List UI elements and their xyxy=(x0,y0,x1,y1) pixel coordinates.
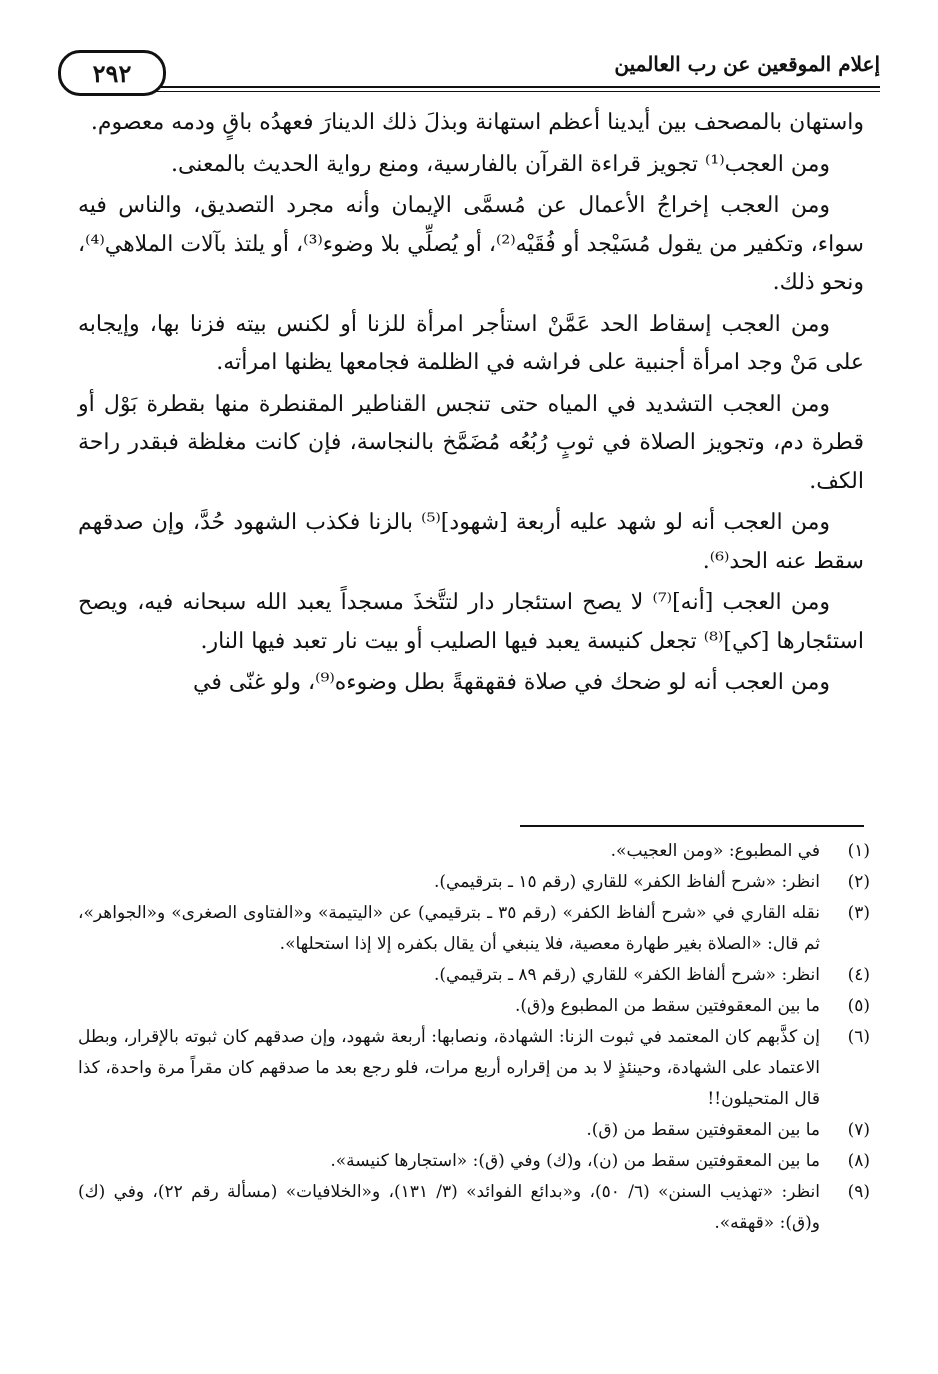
footnote xyxy=(78,1146,870,1177)
footnote-number: (٩) xyxy=(847,1182,870,1202)
footnotes xyxy=(78,836,870,1239)
footnote xyxy=(78,836,870,867)
paragraph: ومن العجب [أنه]⁽⁷⁾ لا يصح استئجار دار لتتَّخذَ مسجداً يعبد الله سبحانه فيه، ويصح استئجارها [كي]⁽⁸⁾ تجعل كنيسة يعبد فيها الصليب أو بيت نار تعبد فيها النار. xyxy=(78,590,864,654)
footnote-text: في المطبوع: «ومن العجيب». xyxy=(610,841,820,861)
running-title: إعلام الموقعين عن رب العالمين xyxy=(614,52,880,76)
paragraph: ومن العجب إسقاط الحد عَمَّنْ استأجر امرأة للزنا أو لكنس بيته فزنا بها، وإيجابه على مَنْ وجد امرأة أجنبية على فراشه في الظلمة فجامعها يظنها امرأته. xyxy=(78,311,864,375)
footnote-number: (٢) xyxy=(847,872,870,892)
footnote xyxy=(78,867,870,898)
header-rule-thin xyxy=(153,91,880,92)
paragraph: ومن العجب أنه لو شهد عليه أربعة [شهود]⁽⁵⁾ بالزنا فكذب الشهود حُدَّ، وإن صدقهم سقط عنه الحد⁽⁶⁾. xyxy=(78,510,864,574)
main-text xyxy=(78,104,864,706)
footnote-number: (٤) xyxy=(847,965,870,985)
footnote xyxy=(78,960,870,991)
footnote-text: ما بين المعقوفتين سقط من المطبوع و(ق). xyxy=(515,996,820,1016)
paragraph: ومن العجب التشديد في المياه حتى تنجس القناطير المقنطرة منها بقطرة بَوْل أو قطرة دم، وتجويز الصلاة في ثوبٍ رُبُعُه مُضَمَّخ بالنجاسة، فإن كانت مغلظة فبقدر راحة الكف. xyxy=(78,391,864,494)
footnote xyxy=(78,991,870,1022)
footnote-text: نقله القاري في «شرح ألفاظ الكفر» (رقم ٣٥ ـ بترقيمي) عن «اليتيمة» و«الفتاوى الصغرى» و«الجواهر»، ثم قال: «الصلاة بغير طهارة معصية، فلا ينبغي أن يقال بكفره إلا إذا استحلها». xyxy=(78,903,821,954)
footnote xyxy=(78,898,870,960)
footnote-number: (١) xyxy=(847,841,870,861)
footnote-text: انظر: «شرح ألفاظ الكفر» للقاري (رقم ١٥ ـ بترقيمي). xyxy=(434,872,820,892)
footnote-separator xyxy=(520,825,864,827)
footnote-number: (٣) xyxy=(847,903,870,923)
footnote-number: (٥) xyxy=(847,996,870,1016)
footnote-text: إن كذَّبهم كان المعتمد في ثبوت الزنا: الشهادة، ونصابها: أربعة شهود، وإن صدقهم كان ثبوته بالإقرار، وبطل الاعتماد على الشهادة، وحينئذٍ لا بد من إقراره أربع مرات، فلو رجع بعد ما صدقهم كان مقراً مرة واحدة، كذا قال المتحيلون!! xyxy=(78,1027,820,1109)
page-header xyxy=(58,48,880,98)
footnote-text: انظر: «تهذيب السنن» (٦/ ٥٠)، و«بدائع الفوائد» (٣/ ١٣١)، و«الخلافيات» (مسألة رقم ٢٢)، وفي (ك) و(ق): «قهقه». xyxy=(78,1182,820,1233)
footnote-number: (٨) xyxy=(847,1151,870,1171)
footnote-text: ما بين المعقوفتين سقط من (ن)، و(ك) وفي (ق): «استجارها كنيسة». xyxy=(330,1151,820,1171)
footnote-text: ما بين المعقوفتين سقط من (ق). xyxy=(586,1120,820,1140)
footnote xyxy=(78,1115,870,1146)
page-number: ٢٩٢ xyxy=(58,50,166,96)
paragraph: ومن العجب⁽¹⁾ تجويز قراءة القرآن بالفارسية، ومنع رواية الحديث بالمعنى. xyxy=(170,151,830,177)
footnote-number: (٦) xyxy=(847,1027,870,1047)
paragraph: واستهان بالمصحف بين أيدينا أعظم استهانة وبذلَ ذلك الدينارَ فعهدُه باقٍ ودمه معصوم. xyxy=(90,110,864,135)
footnote xyxy=(78,1177,870,1239)
footnote-number: (٧) xyxy=(847,1120,870,1140)
paragraph: ومن العجب أنه لو ضحك في صلاة فقهقهةً بطل وضوءه⁽⁹⁾، ولو غنّى في xyxy=(192,670,830,695)
footnote-text: انظر: «شرح ألفاظ الكفر» للقاري (رقم ٨٩ ـ بترقيمي). xyxy=(434,965,820,985)
header-rule xyxy=(153,86,880,88)
paragraph: ومن العجب إخراجُ الأعمال عن مُسمَّى الإيمان وأنه مجرد التصديق، والناس فيه سواء، وتكفير من يقول مُسَيْجد أو فُقَيْه⁽²⁾، أو يُصلِّي بلا وضوء⁽³⁾، أو يلتذ بآلات الملاهي⁽⁴⁾، ونحو ذلك. xyxy=(78,193,864,295)
footnote xyxy=(78,1022,870,1115)
